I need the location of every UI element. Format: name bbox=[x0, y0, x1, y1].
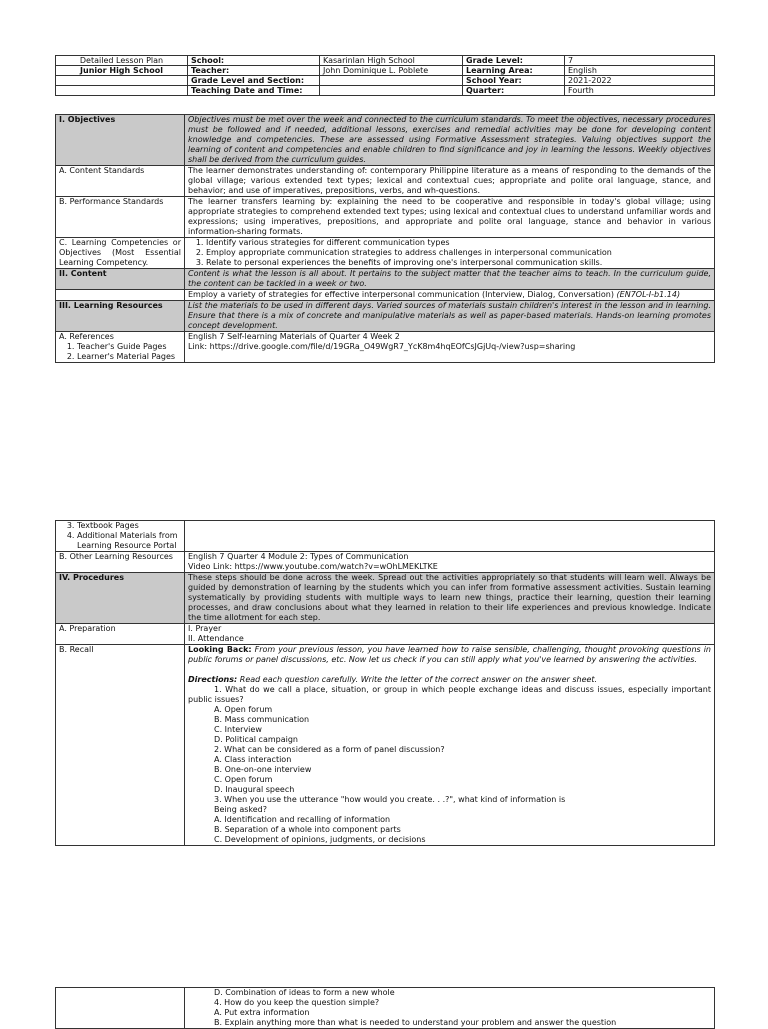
competencies-list bbox=[188, 238, 711, 268]
page3-table bbox=[55, 987, 715, 1029]
competency-item: 3. Relate to personal experiences the benefits of improving one's interpersonal communication skills. bbox=[206, 258, 711, 268]
more-references-blank bbox=[185, 521, 715, 552]
references-list bbox=[59, 342, 181, 362]
reference-item: 1. Teacher's Guide Pages bbox=[77, 342, 181, 352]
content-code: (EN7OL-I-b1.14) bbox=[616, 290, 681, 299]
q4-choice: A. Put extra information bbox=[214, 1008, 310, 1017]
other-resources-line2: Video Link: https://www.youtube.com/watch?v=wOhLMEKLTKE bbox=[188, 562, 438, 571]
header-caption-blank-2 bbox=[56, 86, 188, 96]
references-text-cell bbox=[185, 332, 715, 363]
learning-area-value: English bbox=[565, 66, 715, 76]
references-text-line2: Link: https://drive.google.com/file/d/19GRa_O49WgR7_YcK8m4hqEOfCsJGjUq-/view?usp=sharing bbox=[188, 342, 576, 351]
competency-item: 2. Employ appropriate communication strategies to address challenges in interpersonal communication bbox=[206, 248, 711, 258]
recall-spacer bbox=[188, 665, 711, 675]
content-standards-label: A. Content Standards bbox=[56, 166, 185, 197]
references-text-line1: English 7 Self-learning Materials of Quarter 4 Week 2 bbox=[188, 332, 400, 341]
page3-left-blank bbox=[56, 988, 185, 1029]
more-references-cell bbox=[56, 521, 185, 552]
directions-title: Directions: bbox=[188, 675, 238, 684]
other-resources-line1: English 7 Quarter 4 Module 2: Types of Communication bbox=[188, 552, 409, 561]
reference-item: 3. Textbook Pages bbox=[77, 521, 181, 531]
school-label: School: bbox=[188, 56, 320, 66]
learning-resources-text: List the materials to be used in different days. Varied sources of materials sustain children's interest in the lesson and in learning. Ensure that there is a mix of concrete and manipulative materials as well as paper-based materials. Hands-on learning promotes concept development. bbox=[185, 301, 715, 332]
other-resources-cell bbox=[185, 552, 715, 573]
q4-choice: B. Explain anything more than what is needed to understand your problem and answer the question bbox=[214, 1018, 617, 1027]
q2-choice: C. Open forum bbox=[214, 775, 273, 784]
q1-choice: D. Political campaign bbox=[214, 735, 298, 744]
q2-choice: D. Inaugural speech bbox=[214, 785, 295, 794]
preparation-label: A. Preparation bbox=[56, 624, 185, 645]
objectives-table bbox=[55, 114, 715, 363]
competency-item: 1. Identify various strategies for different communication types bbox=[206, 238, 711, 248]
header-caption-line2: Junior High School bbox=[56, 66, 188, 76]
looking-back-text: From your previous lesson, you have learned how to raise sensible, challenging, thought provoking questions in public forums or panel discussions, etc. Now let us check if you can still apply what you've learned by answering the activities. bbox=[188, 645, 711, 664]
q3-choice: C. Development of opinions, judgments, or decisions bbox=[214, 835, 426, 844]
q1-choice: B. Mass communication bbox=[214, 715, 310, 724]
teacher-value: John Dominique L. Poblete bbox=[320, 66, 463, 76]
page3-cell bbox=[185, 988, 715, 1029]
grade-section-value bbox=[320, 76, 463, 86]
procedures-text: These steps should be done across the week. Spread out the activities appropriately so that students will learn well. Always be guided by demonstration of learning by the students which you can infer from formative assessment activities. Sustain learning systematically by providing students with multiple ways to learn new things, practice their learning, question their learning processes, and draw conclusions about what they learned in relation to their life experiences and previous knowledge. Indicate the time allotment for each step. bbox=[185, 573, 715, 624]
competencies-list-cell bbox=[185, 238, 715, 269]
procedures-label: IV. Procedures bbox=[56, 573, 185, 624]
recall-label: B. Recall bbox=[56, 645, 185, 846]
question-1: 1. What do we call a place, situation, or group in which people exchange ideas and discuss issues, especially important public issues? bbox=[188, 685, 711, 704]
q1-choice: A. Open forum bbox=[214, 705, 273, 714]
grade-section-label: Grade Level and Section: bbox=[188, 76, 320, 86]
more-references-list bbox=[59, 521, 181, 551]
teacher-label: Teacher: bbox=[188, 66, 320, 76]
performance-standards-label: B. Performance Standards bbox=[56, 197, 185, 238]
objectives-label: I. Objectives bbox=[56, 115, 185, 166]
content-text: Content is what the lesson is all about. It pertains to the subject matter that the teacher aims to teach. In the curriculum guide, the content can be tackled in a week or two. bbox=[185, 269, 715, 290]
q2-choice: A. Class interaction bbox=[214, 755, 292, 764]
school-year-value: 2021-2022 bbox=[565, 76, 715, 86]
objectives-text: Objectives must be met over the week and connected to the curriculum standards. To meet the objectives, necessary procedures must be followed and if needed, additional lessons, exercises and remedial activities may be done for developing content knowledge and competencies. These are assessed using Formative Assessment strategies. Valuing objectives support the learning of content and competencies and enable children to find significance and joy in learning the lessons. Weekly objectives shall be derived from the curriculum guides. bbox=[185, 115, 715, 166]
grade-level-label: Grade Level: bbox=[463, 56, 565, 66]
learning-area-label: Learning Area: bbox=[463, 66, 565, 76]
performance-standards-text: The learner transfers learning by: explaining the need to be cooperative and responsible in today's global village; using appropriate strategies to comprehend extended text types; using lexical and contextual clues to understand unfamiliar words and expressions; using imperatives, prepositions, and appropriate and polite oral language, stance and behavior in various information-sharing formats. bbox=[185, 197, 715, 238]
content-detail-blank bbox=[56, 290, 185, 301]
references-label-cell bbox=[56, 332, 185, 363]
q3-choice: D. Combination of ideas to form a new whole bbox=[214, 988, 395, 997]
lesson-plan-header bbox=[55, 55, 715, 96]
grade-level-value: 7 bbox=[565, 56, 715, 66]
school-value: Kasarinlan High School bbox=[320, 56, 463, 66]
question-3-line2: Being asked? bbox=[214, 805, 267, 814]
directions bbox=[188, 675, 711, 685]
other-resources-label: B. Other Learning Resources bbox=[56, 552, 185, 573]
teaching-date-value bbox=[320, 86, 463, 96]
content-detail: Employ a variety of strategies for effective interpersonal communication (Interview, Dialog, Conversation) bbox=[188, 290, 614, 299]
reference-item: 2. Learner's Material Pages bbox=[77, 352, 181, 362]
preparation-cell bbox=[185, 624, 715, 645]
question-3-line1: 3. When you use the utterance "how would you create. . .?", what kind of information is bbox=[214, 795, 566, 804]
teaching-date-label: Teaching Date and Time: bbox=[188, 86, 320, 96]
preparation-item: I. Prayer bbox=[188, 624, 222, 633]
directions-text: Read each question carefully. Write the letter of the correct answer on the answer sheet. bbox=[239, 675, 598, 684]
question-4: 4. How do you keep the question simple? bbox=[214, 998, 380, 1007]
looking-back bbox=[188, 645, 711, 665]
looking-back-title: Looking Back: bbox=[188, 645, 252, 654]
reference-item: 4. Additional Materials from Learning Resource Portal bbox=[77, 531, 181, 551]
competencies-label: C. Learning Competencies or Objectives (Most Essential Learning Competency. bbox=[56, 238, 185, 269]
quarter-label: Quarter: bbox=[463, 86, 565, 96]
q1-choice: C. Interview bbox=[214, 725, 262, 734]
q2-choice: B. One-on-one interview bbox=[214, 765, 312, 774]
q3-choice: A. Identification and recalling of information bbox=[214, 815, 391, 824]
references-label: A. References bbox=[59, 332, 114, 341]
content-standards-text: The learner demonstrates understanding of: contemporary Philippine literature as a means of responding to the demands of the global village; various extended text types; lexical and contextual cues; appropriate and polite oral language, stance, and behavior; and use of imperatives, prepositions, verbs, and wh-questions. bbox=[185, 166, 715, 197]
quarter-value: Fourth bbox=[565, 86, 715, 96]
header-caption-blank bbox=[56, 76, 188, 86]
preparation-item: II. Attendance bbox=[188, 634, 244, 643]
q3-choice: B. Separation of a whole into component parts bbox=[214, 825, 401, 834]
content-label: II. Content bbox=[56, 269, 185, 290]
content-detail-cell bbox=[185, 290, 715, 301]
recall-cell bbox=[185, 645, 715, 846]
learning-resources-label: III. Learning Resources bbox=[56, 301, 185, 332]
header-caption-line1: Detailed Lesson Plan bbox=[56, 56, 188, 66]
procedures-table bbox=[55, 520, 715, 846]
question-2: 2. What can be considered as a form of panel discussion? bbox=[214, 745, 445, 754]
school-year-label: School Year: bbox=[463, 76, 565, 86]
